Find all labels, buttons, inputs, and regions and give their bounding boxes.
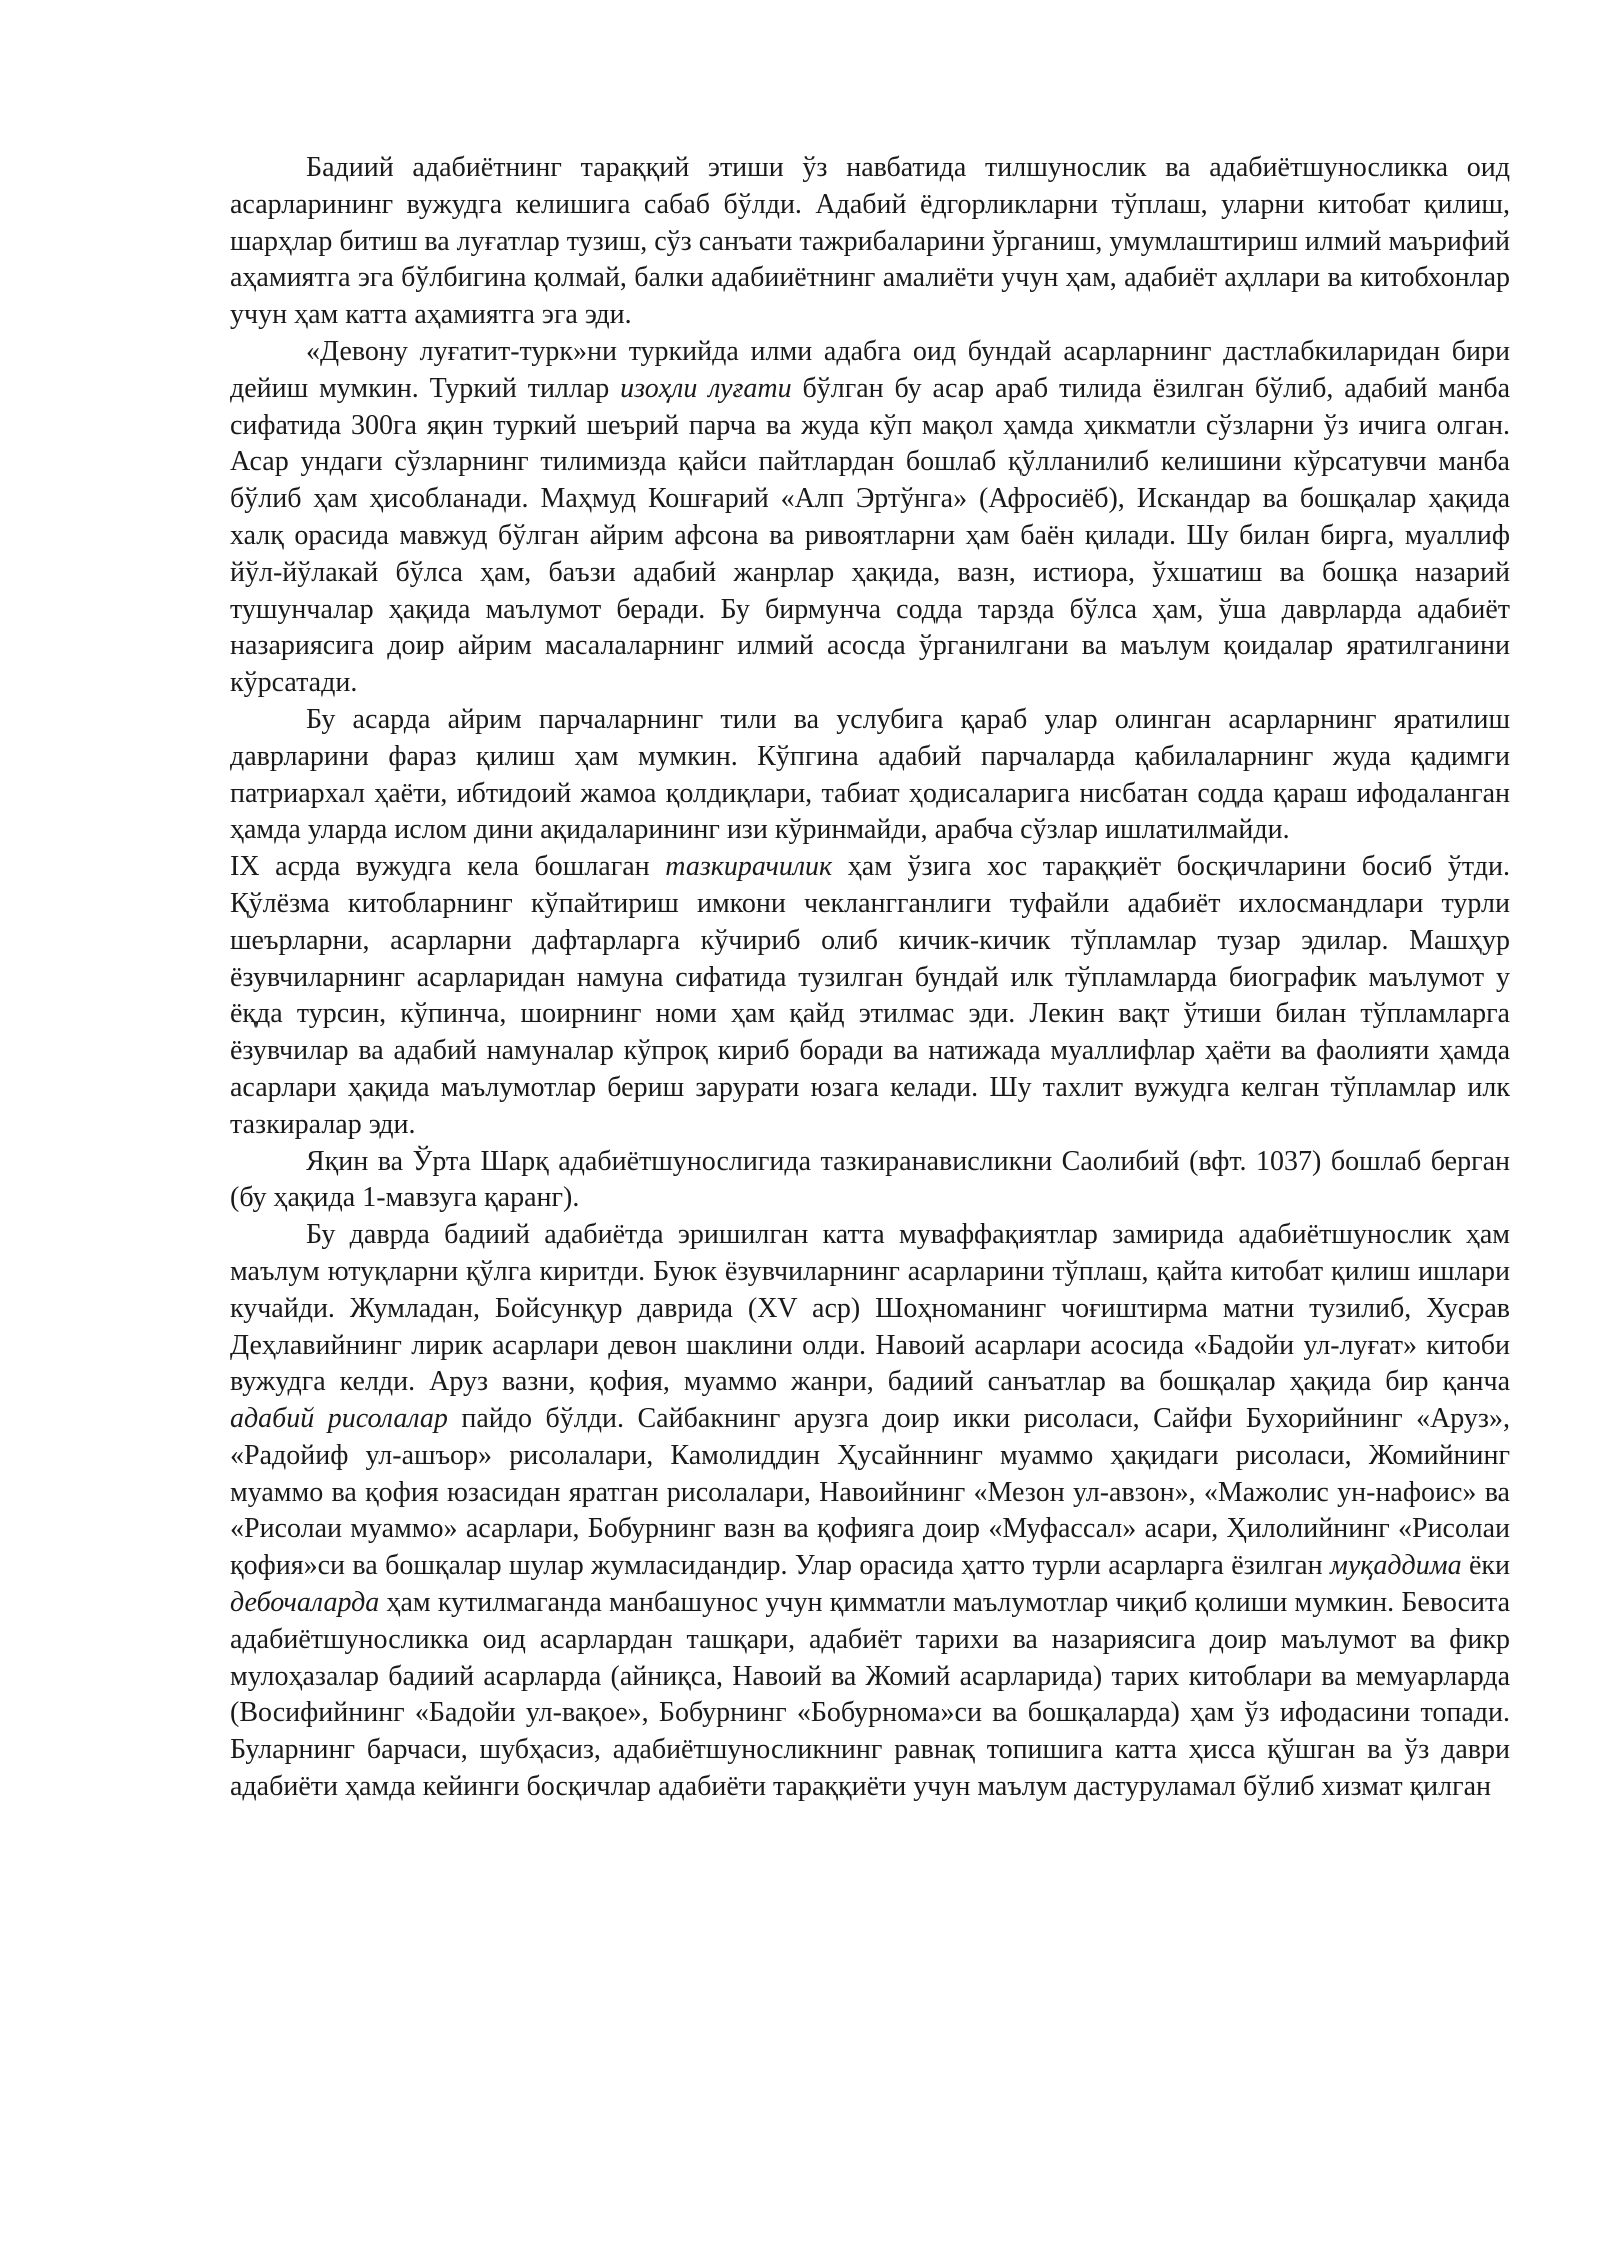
paragraph-4: [230, 849, 1510, 1143]
paragraph-text: пайдо бўлди. Сайбакнинг арузга доир икки рисоласи, Сайфи Бухорийнинг «Аруз», «Радойиф ул-ашъор» рисолалари, Камолиддин Ҳусайннинг муаммо ҳақидаги рисоласи, Жомийнинг муаммо ва қофия юзасидан яратган рисолалари, Навоийнинг «Мезон ул-авзон», «Мажолис ун-нафоис» ва «Рисолаи муаммо» асарлари, Бобурнинг вазн ва қофияга доир «Муфассал» асари, Ҳилолийнинг «Рисолаи қофия»си ва бошқалар шулар жумласидандир. Улар орасида ҳатто турли асарларга ёзилган: [230, 1403, 1510, 1582]
italic-term: дебочаларда: [230, 1587, 380, 1619]
paragraph-text: ҳам кутилмаганда манбашунос учун қимматли маълумотлар чиқиб қолиши мумкин. Бевосита адабиётшуносликка оид асарлардан ташқари, адабиёт тарихи ва назариясига доир маълумот ва фикр мулоҳазалар бадиий асарларда (айниқса, Навоий ва Жомий асарларида) тарих китоблари ва мемуарларда (Восифийнинг «Бадойи ул-вақое», Бобурнинг «Бобурнома»си ва бошқаларда) ҳам ўз ифодасини топади. Буларнинг барчаси, шубҳасиз, адабиётшуносликнинг равнақ топишига катта ҳисса қўшган ва ўз даври адабиёти ҳамда кейинги босқичлар адабиёти тараққиёти учун маълум дастуруламал бўлиб хизмат қилган: [230, 1587, 1510, 1803]
paragraph-6: [230, 1217, 1510, 1806]
paragraph-text: Бу даврда бадиий адабиётда эришилган катта муваффақиятлар замирида адабиётшунослик ҳам маълум ютуқларни қўлга киритди. Буюк ёзувчиларнинг асарларини тўплаш, қайта китобат қилиш ишлари кучайди. Жумладан, Бойсунқур даврида (XV аср) Шоҳноманинг чоғиштирма матни тузилиб, Хусрав Деҳлавийнинг лирик асарлари девон шаклини олди. Навоий асарлари асосида «Бадойи ул-луғат» китоби вужудга келди. Аруз вазни, қофия, муаммо жанри, бадиий санъатлар ва бошқалар ҳақида бир қанча: [230, 1219, 1510, 1398]
paragraph-2: [230, 334, 1510, 702]
paragraph-5: [230, 1144, 1510, 1218]
paragraph-text: Яқин ва Ўрта Шарқ адабиётшунослигида тазкиранависликни Саолибий (вфт. 1037) бошлаб берган (бу ҳақида 1-мавзуга қаранг).: [230, 1145, 1510, 1214]
italic-term: изоҳли луғати: [620, 372, 792, 404]
paragraph-text: Бадиий адабиётнинг тараққий этиши ўз навбатида тилшунослик ва адабиётшуносликка оид асарларининг вужудга келишига сабаб бўлди. Адабий ёдгорликларни тўплаш, уларни китобат қилиш, шарҳлар битиш ва луғатлар тузиш, сўз санъати тажрибаларини ўрганиш, умумлаштириш илмий маърифий аҳамиятга эга бўлбигина қолмай, балки адабииётнинг амалиёти учун ҳам, адабиёт аҳллари ва китобхонлар учун ҳам катта аҳамиятга эга эди.: [230, 152, 1510, 331]
paragraph-1: [230, 150, 1510, 334]
paragraph-text: IX асрда вужудга кела бошлаган: [230, 851, 666, 883]
document-page: [230, 150, 1510, 1806]
italic-term: муқаддима: [1330, 1550, 1462, 1582]
paragraph-text: «Девону луғатит-турк»ни туркийда илми адабга оид бундай асарларнинг дастлабкиларидан бири дейиш мумкин. Туркий тиллар: [230, 335, 1510, 404]
italic-term: адабий рисолалар: [230, 1403, 448, 1435]
paragraph-text: ҳам ўзига хос тараққиёт босқичларини босиб ўтди. Қўлёзма китобларнинг кўпайтириш имкони чеклангганлиги туфайли адабиёт ихлосмандлари турли шеърларни, асарларни дафтарларга кўчириб олиб кичик-кичик тўпламлар тузар эдилар. Машҳур ёзувчиларнинг асарларидан намуна сифатида тузилган бундай илк тўпламларда биографик маълумот у ёқда турсин, кўпинча, шоирнинг номи ҳам қайд этилмас эди. Лекин вақт ўтиши билан тўпламларга ёзувчилар ва адабий намуналар кўпроқ кириб боради ва натижада муаллифлар ҳаёти ва фаолияти ҳамда асарлари ҳақида маълумотлар бериш зарурати юзага келади. Шу тахлит вужудга келган тўпламлар илк тазкиралар эди.: [230, 851, 1511, 1140]
paragraph-text: Бу асарда айрим парчаларнинг тили ва услубига қараб улар олинган асарларнинг яратилиш даврларини фараз қилиш ҳам мумкин. Кўпгина адабий парчаларда қабилаларнинг жуда қадимги патриархал ҳаёти, ибтидоий жамоа қолдиқлари, табиат ҳодисаларига нисбатан содда қараш ифодаланган ҳамда уларда ислом дини ақидаларининг изи кўринмайди, арабча сўзлар ишлатилмайди.: [230, 703, 1510, 846]
italic-term: тазкирачилик: [665, 851, 833, 883]
paragraph-text: ёки: [1461, 1550, 1511, 1582]
paragraph-text: бўлган бу асар араб тилида ёзилган бўлиб, адабий манба сифатида 300га яқин туркий шеърий парча ва жуда кўп мақол ҳамда ҳикматли сўзларни ўз ичига олган. Асар ундаги сўзларнинг тилимизда қайси пайтлардан бошлаб қўлланилиб келишини кўрсатувчи манба бўлиб ҳам ҳисобланади. Маҳмуд Кошғарий «Алп Эртўнга» (Афросиёб), Искандар ва бошқалар ҳақида халқ орасида мавжуд бўлган айрим афсона ва ривоятларни ҳам баён қилади. Шу билан бирга, муаллиф йўл-йўлакай бўлса ҳам, баъзи адабий жанрлар ҳақида, вазн, истиора, ўхшатиш ва бошқа назарий тушунчалар ҳақида маълумот беради. Бу бирмунча содда тарзда бўлса ҳам, ўша даврларда адабиёт назариясига доир айрим масалаларнинг илмий асосда ўрганилгани ва маълум қоидалар яратилганини кўрсатади.: [230, 372, 1510, 699]
paragraph-3: [230, 702, 1510, 849]
